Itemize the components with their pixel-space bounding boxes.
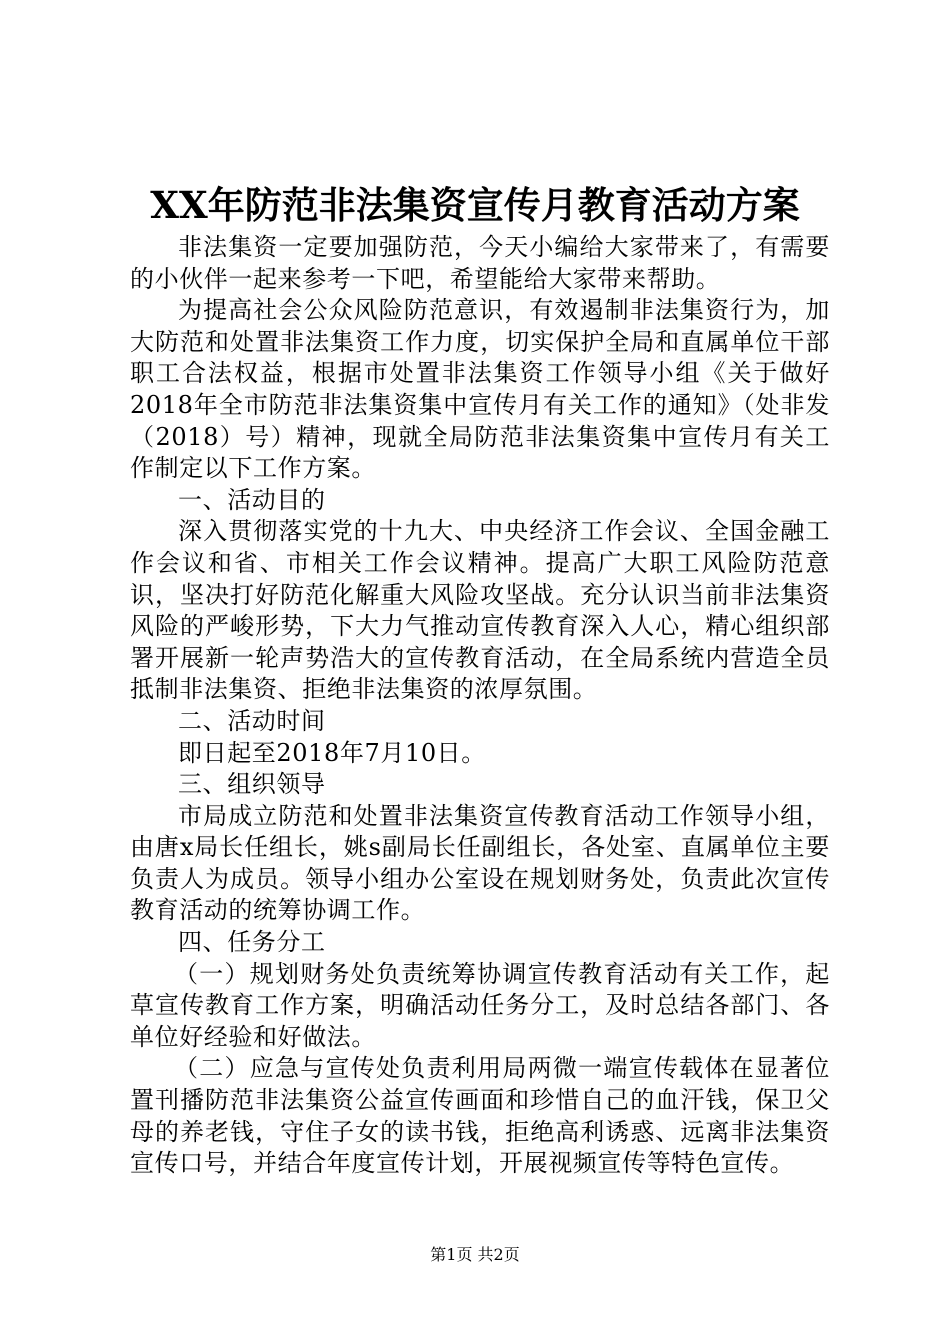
paragraph-activity-goal: 深入贯彻落实党的十九大、中央经济工作会议、全国金融工作会议和省、市相关工作会议精神。提高广大职工风险防范意识，坚决打好防范化解重大风险攻坚战。充分认识当前非法集资风险的严峻形势，下大力气推动宣传教育深入人心，精心组织部署开展新一轮声势浩大的宣传教育活动，在全局系统内营造全员抵制非法集资、拒绝非法集资的浓厚氛围。 <box>130 517 830 704</box>
document-title: XX年防范非法集资宣传月教育活动方案 <box>150 183 800 227</box>
paragraph-organization: 市局成立防范和处置非法集资宣传教育活动工作领导小组，由唐x局长任组长，姚s副局长任副组长，各处室、直属单位主要负责人为成员。领导小组办公室设在规划财务处，负责此次宣传教育活动的统筹协调工作。 <box>130 801 830 925</box>
heading-task-division: 四、任务分工 <box>178 928 326 957</box>
heading-activity-time: 二、活动时间 <box>178 706 326 735</box>
paragraph-intro: 非法集资一定要加强防范，今天小编给大家带来了，有需要的小伙伴一起来参考一下吧，希望能给大家带来帮助。 <box>130 233 830 293</box>
page-indicator: 第1页 共2页 <box>430 1245 520 1264</box>
paragraph-activity-time: 即日起至2018年7月10日。 <box>178 738 486 767</box>
heading-activity-goal: 一、活动目的 <box>178 485 326 514</box>
heading-organization: 三、组织领导 <box>178 770 326 799</box>
paragraph-task-1: （一）规划财务处负责统筹协调宣传教育活动有关工作，起草宣传教育工作方案，明确活动任务分工，及时总结各部门、各单位好经验和好做法。 <box>130 959 830 1051</box>
document-body <box>130 232 830 1180</box>
paragraph-task-2: （二）应急与宣传处负责利用局两微一端宣传载体在显著位置刊播防范非法集资公益宣传画面和珍惜自己的血汗钱，保卫父母的养老钱，守住子女的读书钱，拒绝高利诱惑、远离非法集资宣传口号，并结合年度宣传计划，开展视频宣传等特色宣传。 <box>130 1054 830 1178</box>
paragraph-purpose-statement: 为提高社会公众风险防范意识，有效遏制非法集资行为，加大防范和处置非法集资工作力度，切实保护全局和直属单位干部职工合法权益，根据市处置非法集资工作领导小组《关于做好2018年全市防范非法集资集中宣传月有关工作的通知》（处非发（2018）号）精神，现就全局防范非法集资集中宣传月有关工作制定以下工作方案。 <box>130 296 830 483</box>
